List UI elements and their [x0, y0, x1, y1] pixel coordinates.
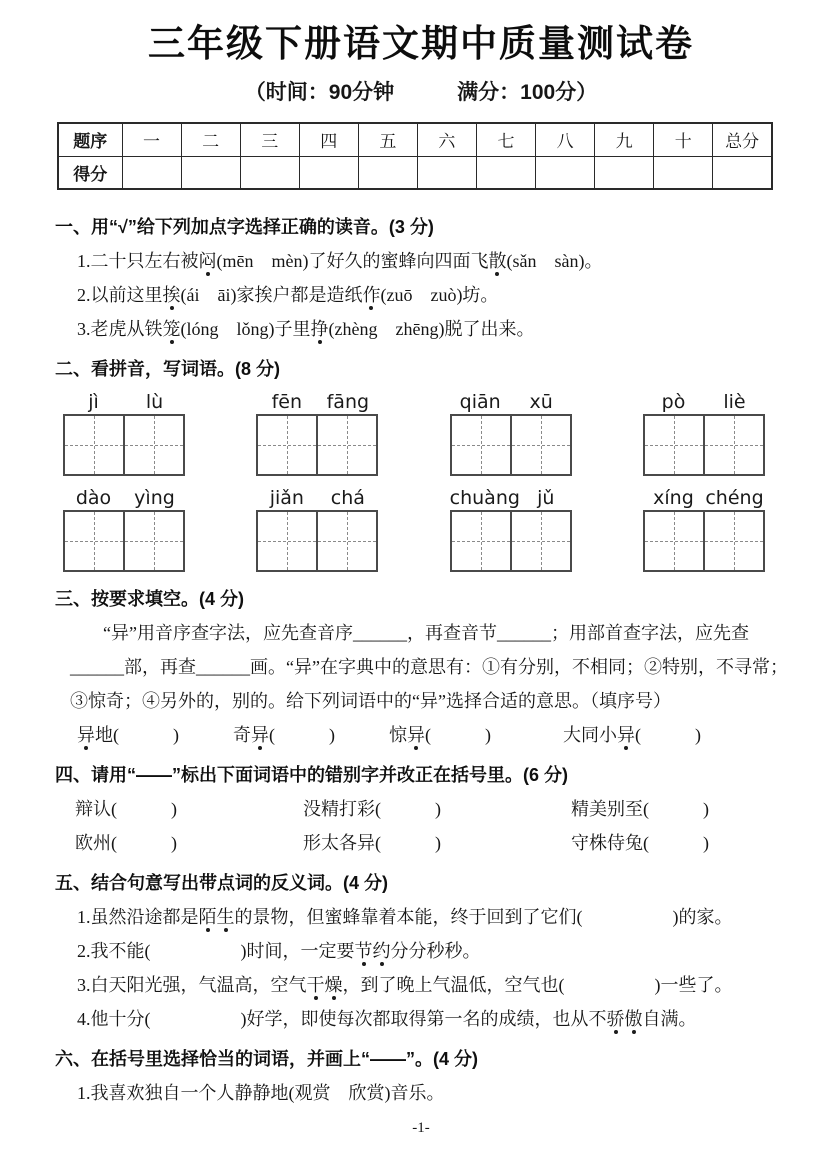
score-cell-empty: [476, 156, 535, 189]
pinyin-syllable: xū: [529, 391, 553, 413]
dotted-char: 异: [251, 718, 269, 752]
word-item: 形太各异( ): [303, 833, 441, 853]
text-segment: (ái āi)家挨户都是造纸: [180, 285, 363, 305]
pinyin-writing-cell: [65, 512, 123, 570]
dotted-char: 作: [362, 278, 380, 312]
section-5: [55, 866, 787, 1036]
dotted-char: 傲: [625, 1002, 643, 1036]
score-table-score-row: [58, 156, 772, 189]
pinyin-writing-cell: [258, 416, 316, 474]
section-heading: 三、按要求填空。(4 分): [55, 589, 244, 609]
pinyin-writing-box: [643, 414, 765, 476]
text-segment: ( ) 惊: [269, 725, 407, 745]
score-table-column-header: 四: [299, 123, 358, 156]
word-correction-row: [55, 792, 787, 826]
pinyin-label: [256, 486, 378, 510]
pinyin-syllable: jì: [88, 391, 99, 413]
section-3: [55, 582, 787, 752]
dotted-char: 挨: [163, 278, 181, 312]
score-cell-empty: [122, 156, 181, 189]
page-title: 三年级下册语文期中质量测试卷: [148, 23, 694, 64]
pinyin-syllable: fēn: [271, 391, 303, 413]
dotted-char: 干: [307, 968, 325, 1002]
dotted-char: 生: [217, 900, 235, 934]
pinyin-writing-box: [643, 510, 765, 572]
pinyin-writing-cell: [316, 416, 376, 474]
pinyin-syllable: dào: [75, 487, 112, 509]
score-table-column-header: 七: [476, 123, 535, 156]
pinyin-word-group: [63, 486, 185, 572]
pinyin-label: [450, 486, 572, 510]
score-cell-empty: [240, 156, 299, 189]
pinyin-syllable: chuàng: [449, 487, 520, 509]
score-table-body: [58, 123, 772, 189]
pinyin-writing-cell: [258, 512, 316, 570]
section-4: [55, 758, 787, 860]
pinyin-syllable: pò: [661, 391, 686, 413]
pinyin-writing-box: [256, 510, 378, 572]
text-line: [55, 312, 787, 346]
dotted-char: 闷: [199, 244, 217, 278]
score-cell-empty: [181, 156, 240, 189]
section-heading: 六、在括号里选择恰当的词语，并画上“——”。(4 分): [55, 1049, 478, 1069]
pinyin-writing-cell: [123, 512, 183, 570]
pinyin-syllable: qiān: [459, 391, 501, 413]
score-cell-empty: [299, 156, 358, 189]
score-table-column-header: 三: [240, 123, 299, 156]
pinyin-writing-box: [450, 510, 572, 572]
score-table-column-header: 五: [358, 123, 417, 156]
pinyin-label: [256, 390, 378, 414]
pinyin-writing-box: [63, 414, 185, 476]
text-line: [55, 244, 787, 278]
score-cell-empty: [713, 156, 772, 189]
dotted-char: 骄: [607, 1002, 625, 1036]
text-segment: “异”用音序查字法，应先查音序______，再查音节______；用部首查字法，应先查: [103, 623, 749, 643]
text-segment: ( ): [635, 725, 701, 745]
text-segment: 的景物，但蜜蜂靠着本能，终于回到了它们( )的家。: [234, 907, 733, 927]
text-segment: (zhèng zhēng)脱了出来。: [328, 319, 535, 339]
text-segment: 2.我不能( )时间，一定要: [77, 941, 355, 961]
text-segment: 3.白天阳光强，气温高，空气: [77, 975, 307, 995]
score-table-column-header: 一: [122, 123, 181, 156]
word-item: 精美别至( ): [571, 799, 709, 819]
score-cell-empty: [536, 156, 595, 189]
pinyin-label: [63, 390, 185, 414]
pinyin-writing-cell: [645, 512, 703, 570]
pinyin-syllable: fāng: [326, 391, 370, 413]
text-segment: 2.以前这里: [77, 285, 163, 305]
exam-info: （时间：90分钟 满分：100分）: [244, 81, 598, 104]
text-segment: (sǎn sàn)。: [506, 251, 603, 271]
section-heading: 五、结合句意写出带点词的反义词。(4 分): [55, 873, 388, 893]
text-segment: ( ) 大同小: [425, 725, 617, 745]
text-segment: ，到了晚上气温低，空气也( )一些了。: [342, 975, 733, 995]
word-item: 辩认( ): [75, 799, 177, 819]
score-table-column-header: 十: [654, 123, 713, 156]
score-cell-empty: [417, 156, 476, 189]
page-number: -1-: [412, 1120, 430, 1136]
pinyin-word-group: [63, 390, 185, 476]
sections: [55, 210, 787, 1110]
text-segment: (zuō zuò)坊。: [380, 285, 499, 305]
text-line: [55, 684, 787, 718]
score-table-column-header: 八: [536, 123, 595, 156]
score-table-column-header: 六: [417, 123, 476, 156]
dotted-char: 异: [77, 718, 95, 752]
dotted-char: 节: [355, 934, 373, 968]
text-segment: 1.虽然沿途都是: [77, 907, 199, 927]
pinyin-word-group: [256, 390, 378, 476]
dotted-char: 异: [617, 718, 635, 752]
dotted-char: 约: [373, 934, 391, 968]
dotted-char: 挣: [311, 312, 329, 346]
text-line: [55, 934, 787, 968]
score-table-score-label: 得分: [58, 156, 122, 189]
word-item: 守株侍兔( ): [571, 833, 709, 853]
pinyin-word-group: [256, 486, 378, 572]
word-item: 没精打彩( ): [303, 799, 441, 819]
pinyin-word-group: [450, 390, 572, 476]
text-segment: (lóng lǒng)子里: [180, 319, 311, 339]
text-line: [55, 718, 787, 752]
text-segment: 分分秒秒。: [390, 941, 481, 961]
section-1: [55, 210, 787, 346]
pinyin-writing-cell: [510, 512, 570, 570]
dotted-char: 笼: [163, 312, 181, 346]
text-segment: 自满。: [642, 1009, 697, 1029]
pinyin-writing-cell: [316, 512, 376, 570]
text-segment: 1.二十只左右被: [77, 251, 199, 271]
pinyin-word-group: [643, 390, 765, 476]
pinyin-syllable: jiǎn: [269, 487, 304, 509]
score-table-column-header: 二: [181, 123, 240, 156]
score-cell-empty: [358, 156, 417, 189]
section-heading: 一、用“√”给下列加点字选择正确的读音。(3 分): [55, 217, 434, 237]
pinyin-label: [450, 390, 572, 414]
pinyin-writing-cell: [703, 512, 763, 570]
pinyin-label: [643, 486, 765, 510]
text-segment: ③惊奇；④另外的，别的。给下列词语中的“异”选择合适的意思。（填序号）: [70, 691, 671, 711]
text-segment: (mēn mèn)了好久的蜜蜂向四面飞: [216, 251, 489, 271]
pinyin-writing-cell: [65, 416, 123, 474]
pinyin-syllable: lù: [145, 391, 164, 413]
pinyin-writing-cell: [645, 416, 703, 474]
pinyin-writing-box: [256, 414, 378, 476]
pinyin-grid-row: [63, 486, 765, 572]
score-table-column-header: 九: [595, 123, 654, 156]
score-cell-empty: [595, 156, 654, 189]
pinyin-syllable: xíng: [653, 487, 694, 509]
score-cell-empty: [654, 156, 713, 189]
pinyin-word-group: [643, 486, 765, 572]
text-segment: 地( ) 奇: [95, 725, 251, 745]
pinyin-word-group: [450, 486, 572, 572]
section-6: [55, 1042, 787, 1110]
pinyin-syllable: jǔ: [537, 487, 555, 509]
dotted-char: 燥: [325, 968, 343, 1002]
text-line: [55, 1076, 787, 1110]
score-table-header-label: 题序: [58, 123, 122, 156]
pinyin-writing-cell: [452, 416, 510, 474]
pinyin-syllable: liè: [723, 391, 746, 413]
pinyin-writing-cell: [703, 416, 763, 474]
pinyin-syllable: chá: [330, 487, 365, 509]
pinyin-label: [63, 486, 185, 510]
dotted-char: 陌: [199, 900, 217, 934]
pinyin-writing-cell: [452, 512, 510, 570]
pinyin-label: [643, 390, 765, 414]
text-segment: 1.我喜欢独自一个人静静地(观赏 欣赏)音乐。: [77, 1083, 445, 1103]
text-line: [55, 650, 787, 684]
text-segment: ______部，再查______画。“异”在字典中的意思有：①有分别，不相同；②特别，不寻常；: [70, 657, 788, 677]
word-item: 欧州( ): [75, 833, 177, 853]
pinyin-grid-row: [63, 390, 765, 476]
score-table: [57, 122, 773, 190]
score-table-column-header: 总分: [713, 123, 772, 156]
dotted-char: 散: [488, 244, 506, 278]
section-2: [55, 352, 787, 572]
section-heading: 二、看拼音，写词语。(8 分): [55, 359, 280, 379]
pinyin-syllable: yìng: [134, 487, 175, 509]
score-table-header-row: [58, 123, 772, 156]
text-line: [55, 968, 787, 1002]
section-heading: 四、请用“——”标出下面词语中的错别字并改正在括号里。(6 分): [55, 765, 568, 785]
text-line: [55, 1002, 787, 1036]
text-line: [55, 616, 787, 650]
pinyin-writing-cell: [123, 416, 183, 474]
text-segment: 3.老虎从铁: [77, 319, 163, 339]
text-line: [55, 278, 787, 312]
word-correction-row: [55, 826, 787, 860]
pinyin-writing-box: [450, 414, 572, 476]
dotted-char: 异: [407, 718, 425, 752]
pinyin-writing-box: [63, 510, 185, 572]
text-segment: 4.他十分( )好学，即使每次都取得第一名的成绩，也从不: [77, 1009, 607, 1029]
text-line: [55, 900, 787, 934]
pinyin-syllable: chéng: [705, 487, 764, 509]
pinyin-writing-cell: [510, 416, 570, 474]
